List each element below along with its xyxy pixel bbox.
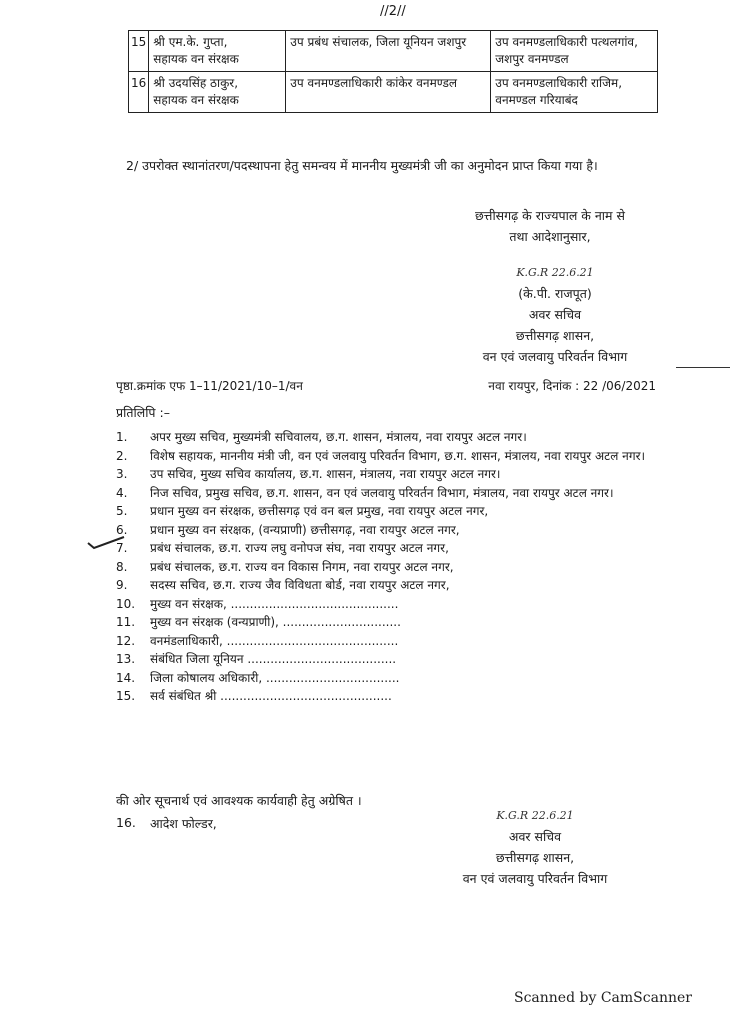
signature-block-2 xyxy=(420,805,650,889)
from-post: उप वनमण्डलाधिकारी कांकेर वनमण्डल xyxy=(290,76,458,90)
signatory-designation-2: अवर सचिव xyxy=(508,829,562,844)
copy-heading: प्रतिलिपि :– xyxy=(116,405,170,420)
copy-item-number: 5. xyxy=(116,504,128,518)
copy-item-text: उप सचिव, मुख्य सचिव कार्यालय, छ.ग. शासन, मंत्रालय, नवा रायपुर अटल नगर। xyxy=(150,467,501,481)
table-cell xyxy=(149,72,286,113)
signatory-name: (के.पी. राजपूत) xyxy=(518,286,592,301)
signatory-designation: अवर सचिव xyxy=(528,307,582,322)
copy-list-item xyxy=(116,669,661,688)
copy-list-item xyxy=(116,687,661,706)
table-cell xyxy=(491,31,658,72)
copy-list-item xyxy=(116,650,661,669)
copy-item-text: मुख्य वन संरक्षक, ............................................ xyxy=(150,596,399,611)
officer-name: श्री एम.के. गुप्ता, xyxy=(153,35,228,49)
copy-list-item xyxy=(116,521,661,540)
copy-list-item xyxy=(116,558,661,577)
paragraph-approval: 2/ उपरोक्त स्थानांतरण/पदस्थापना हेतु समन्वय में माननीय मुख्यमंत्री जी का अनुमोदन प्राप्त किया गया है। xyxy=(126,158,598,173)
forward-line: की ओर सूचनार्थ एवं आवश्यक कार्यवाही हेतु अग्रेषित । xyxy=(116,793,362,808)
page-number: //2// xyxy=(380,4,406,19)
copy-item-number: 8. xyxy=(116,559,128,574)
reference-number: पृष्ठा.क्रमांक एफ 1–11/2021/10–1/वन xyxy=(116,379,303,393)
copy-item-text: सर्व संबंधित श्री ............................................. xyxy=(150,689,392,703)
copy-item-text: मुख्य वन संरक्षक (वन्यप्राणी), ............................... xyxy=(150,615,401,629)
order-line-1: छत्तीसगढ़ के राज्यपाल के नाम से xyxy=(475,208,625,223)
copy-item-text: आदेश फोल्डर, xyxy=(150,816,217,831)
copy-list-item xyxy=(116,595,661,614)
copy-item-number: 16. xyxy=(116,815,136,830)
signature-block-1 xyxy=(440,262,670,367)
officer-designation: सहायक वन संरक्षक xyxy=(153,93,239,107)
copy-list xyxy=(116,428,661,706)
copy-item-text: प्रबंध संचालक, छ.ग. राज्य लघु वनोपज संघ, नवा रायपुर अटल नगर, xyxy=(150,541,449,555)
signatory-govt: छत्तीसगढ़ शासन, xyxy=(515,328,595,343)
table-cell xyxy=(129,72,149,113)
signatory-dept-2: वन एवं जलवायु परिवर्तन विभाग xyxy=(462,871,608,886)
copy-item-text: सदस्य सचिव, छ.ग. राज्य जैव विविधता बोर्ड, नवा रायपुर अटल नगर, xyxy=(150,578,450,592)
order-authority xyxy=(420,205,680,247)
table-cell xyxy=(129,31,149,72)
copy-item-number: 7. xyxy=(116,541,128,555)
row-number: 16 xyxy=(131,76,147,90)
copy-item-number: 15. xyxy=(116,689,136,703)
copy-list-item xyxy=(116,632,661,651)
officer-designation: सहायक वन संरक्षक xyxy=(153,52,239,66)
order-line-2: तथा आदेशानुसार, xyxy=(509,229,591,244)
table-row xyxy=(129,31,658,72)
copy-item-text: अपर मुख्य सचिव, मुख्यमंत्री सचिवालय, छ.ग. शासन, मंत्रालय, नवा रायपुर अटल नगर। xyxy=(150,430,527,444)
copy-item-text: निज सचिव, प्रमुख सचिव, छ.ग. शासन, वन एवं जलवायु परिवर्तन विभाग, मंत्रालय, नवा रायपुर अटल नगर। xyxy=(150,485,614,500)
copy-item-number: 2. xyxy=(116,448,128,463)
table-cell xyxy=(491,72,658,113)
to-post: उप वनमण्डलाधिकारी राजिम, वनमण्डल गरियाबंद xyxy=(495,76,623,107)
copy-item-text: प्रधान मुख्य वन संरक्षक, (वन्यप्राणी) छत्तीसगढ़, नवा रायपुर अटल नगर, xyxy=(150,522,460,537)
copy-item-text: संबंधित जिला यूनियन ....................................... xyxy=(150,652,397,666)
copy-item-text: प्रधान मुख्य वन संरक्षक, छत्तीसगढ़ एवं वन बल प्रमुख, नवा रायपुर अटल नगर, xyxy=(150,504,489,518)
copy-item-number: 9. xyxy=(116,578,128,592)
copy-list-item xyxy=(116,613,661,632)
table-cell xyxy=(286,72,491,113)
copy-item-text: प्रबंध संचालक, छ.ग. राज्य वन विकास निगम, नवा रायपुर अटल नगर, xyxy=(150,559,454,574)
signatory-govt-2: छत्तीसगढ़ शासन, xyxy=(495,850,575,865)
copy-item-text: जिला कोषालय अधिकारी, ................................... xyxy=(150,670,400,685)
signatory-dept: वन एवं जलवायु परिवर्तन विभाग xyxy=(482,349,628,364)
copy-item-text: विशेष सहायक, माननीय मंत्री जी, वन एवं जलवायु परिवर्तन विभाग, छ.ग. शासन, मंत्रालय, नवा रायपुर अटल नगर। xyxy=(150,448,646,463)
table-cell xyxy=(286,31,491,72)
row-number: 15 xyxy=(131,35,147,49)
copy-item-number: 3. xyxy=(116,467,128,481)
copy-list-item xyxy=(116,502,661,521)
copy-item-number: 1. xyxy=(116,430,128,444)
transfer-table xyxy=(128,30,658,113)
copy-item-number: 12. xyxy=(116,633,136,648)
copy-item-number: 10. xyxy=(116,596,136,611)
table-cell xyxy=(149,31,286,72)
copy-list-item xyxy=(116,428,661,447)
copy-item-number: 11. xyxy=(116,615,136,629)
copy-item-text: वनमंडलाधिकारी, ............................................. xyxy=(150,633,399,648)
officer-name: श्री उदयसिंह ठाकुर, xyxy=(153,76,239,90)
copy-item-number: 14. xyxy=(116,670,136,685)
copy-item-number: 13. xyxy=(116,652,136,666)
from-post: उप प्रबंध संचालक, जिला यूनियन जशपुर xyxy=(290,35,467,49)
to-post: उप वनमण्डलाधिकारी पत्थलगांव, जशपुर वनमण्डल xyxy=(495,35,638,66)
copy-list-item xyxy=(116,576,661,595)
copy-list-item xyxy=(116,484,661,503)
reference-date: नवा रायपुर, दिनांक : 22 /06/2021 xyxy=(488,379,656,393)
copy-list-item xyxy=(116,539,661,558)
copy-item-number: 6. xyxy=(116,522,128,537)
copy-list-item xyxy=(116,447,661,466)
signature-mark-2: K.G.R 22.6.21 xyxy=(496,809,574,822)
table-row xyxy=(129,72,658,113)
signature-mark: K.G.R 22.6.21 xyxy=(516,266,594,279)
margin-dash xyxy=(676,367,730,368)
scanner-watermark: Scanned by CamScanner xyxy=(514,990,692,1006)
copy-item-number: 4. xyxy=(116,485,128,500)
copy-list-item xyxy=(116,465,661,484)
copy-item-16 xyxy=(116,815,217,832)
